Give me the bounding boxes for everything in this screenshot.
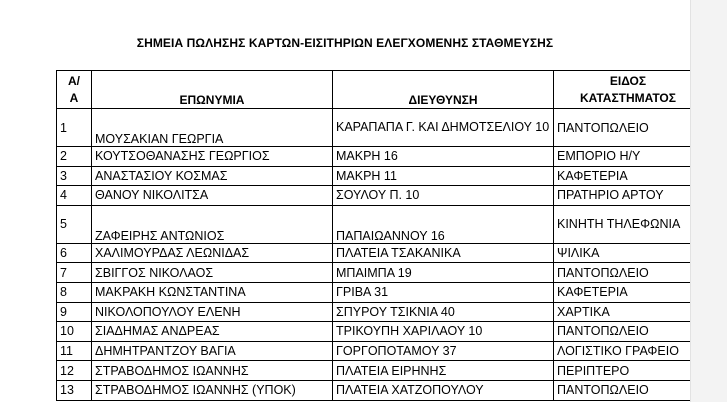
table-row: [57, 341, 691, 361]
row-type: ΠΕΡΙΠΤΕΡΟ: [554, 361, 691, 381]
table-header-row: [57, 71, 691, 109]
viewer-background: [690, 0, 727, 402]
row-number: 4: [57, 186, 92, 206]
table-row: [57, 109, 691, 147]
sales-points-table: [56, 70, 690, 401]
table-row: [57, 147, 691, 167]
row-type: ΠΑΝΤΟΠΩΛΕΙΟ: [554, 109, 691, 147]
document-title: ΣΗΜΕΙΑ ΠΩΛΗΣΗΣ ΚΑΡΤΩΝ-ΕΙΣΙΤΗΡΙΩΝ ΕΛΕΓΧΟΜΕΝΗΣ ΣΤΑΘΜΕΥΣΗΣ: [136, 36, 554, 50]
row-address: ΚΑΡΑΠΑΠΑ Γ. ΚΑΙ ΔΗΜΟΤΣΕΛΙΟΥ 10: [333, 109, 554, 147]
table-row: [57, 263, 691, 283]
row-number: 10: [57, 322, 92, 342]
row-type: ΠΑΝΤΟΠΩΛΕΙΟ: [554, 322, 691, 342]
row-address: ΠΛΑΤΕΙΑ ΧΑΤΖΟΠΟΥΛΟΥ: [333, 380, 554, 400]
row-name: ΚΟΥΤΣΟΘΑΝΑΣΗΣ ΓΕΩΡΓΙΟΣ: [92, 147, 333, 167]
row-number: 7: [57, 263, 92, 283]
row-address: ΣΠΥΡΟΥ ΤΣΙΚΝΙΑ 40: [333, 302, 554, 322]
row-type: ΠΑΝΤΟΠΩΛΕΙΟ: [554, 380, 691, 400]
header-aa: Α/ Α: [57, 71, 92, 109]
row-address: ΠΛΑΤΕΙΑ ΕΙΡΗΝΗΣ: [333, 361, 554, 381]
row-number: 11: [57, 341, 92, 361]
table-row: [57, 302, 691, 322]
row-address: ΜΠΑΙΜΠΑ 19: [333, 263, 554, 283]
row-type: ΠΡΑΤΗΡΙΟ ΑΡΤΟΥ: [554, 186, 691, 206]
table-row: [57, 282, 691, 302]
row-address: ΠΛΑΤΕΙΑ ΤΣΑΚΑΝΙΚΑ: [333, 243, 554, 263]
row-number: 12: [57, 361, 92, 381]
row-number: 8: [57, 282, 92, 302]
row-number: 1: [57, 109, 92, 147]
row-type: ΚΑΦΕΤΕΡΙΑ: [554, 282, 691, 302]
row-number: 2: [57, 147, 92, 167]
row-address: ΣΟΥΛΟΥ Π. 10: [333, 186, 554, 206]
row-number: 6: [57, 243, 92, 263]
row-address: ΓΟΡΓΟΠΟΤΑΜΟΥ 37: [333, 341, 554, 361]
table-row: [57, 361, 691, 381]
row-type: ΚΑΦΕΤΕΡΙΑ: [554, 166, 691, 186]
header-name: ΕΠΩΝΥΜΙΑ: [92, 71, 333, 109]
row-address: ΜΑΚΡΗ 16: [333, 147, 554, 167]
row-type: ΛΟΓΙΣΤΙΚΟ ΓΡΑΦΕΙΟ: [554, 341, 691, 361]
row-type: ΨΙΛΙΚΑ: [554, 243, 691, 263]
table-row: [57, 186, 691, 206]
row-type: ΚΙΝΗΤΗ ΤΗΛΕΦΩΝΙΑ: [554, 205, 691, 243]
row-name: ΘΑΝΟΥ ΝΙΚΟΛΙΤΣΑ: [92, 186, 333, 206]
row-name: ΜΟΥΣΑΚΙΑΝ ΓΕΩΡΓΙΑ: [92, 109, 333, 147]
table-row: [57, 166, 691, 186]
table-row: [57, 205, 691, 243]
row-name: ΖΑΦΕΙΡΗΣ ΑΝΤΩΝΙΟΣ: [92, 205, 333, 243]
row-name: ΑΝΑΣΤΑΣΙΟΥ ΚΟΣΜΑΣ: [92, 166, 333, 186]
table-row: [57, 322, 691, 342]
row-type: ΕΜΠΟΡΙΟ Η/Υ: [554, 147, 691, 167]
row-number: 5: [57, 205, 92, 243]
header-address: ΔΙΕΥΘΥΝΣΗ: [333, 71, 554, 109]
row-type: ΠΑΝΤΟΠΩΛΕΙΟ: [554, 263, 691, 283]
row-type: ΧΑΡΤΙΚΑ: [554, 302, 691, 322]
row-name: ΧΑΛΙΜΟΥΡΔΑΣ ΛΕΩΝΙΔΑΣ: [92, 243, 333, 263]
header-type: ΕΙΔΟΣ ΚΑΤΑΣΤΗΜΑΤΟΣ: [554, 71, 691, 109]
row-name: ΝΙΚΟΛΟΠΟΥΛΟΥ ΕΛΕΝΗ: [92, 302, 333, 322]
row-name: ΣΤΡΑΒΟΔΗΜΟΣ ΙΩΑΝΝΗΣ: [92, 361, 333, 381]
row-name: ΜΑΚΡΑΚΗ ΚΩΝΣΤΑΝΤΙΝΑ: [92, 282, 333, 302]
row-number: 3: [57, 166, 92, 186]
row-name: ΔΗΜΗΤΡΑΝΤΖΟΥ ΒΑΓΙΑ: [92, 341, 333, 361]
row-address: ΜΑΚΡΗ 11: [333, 166, 554, 186]
row-name: ΣΙΑΔΗΜΑΣ ΑΝΔΡΕΑΣ: [92, 322, 333, 342]
row-address: ΓΡΙΒΑ 31: [333, 282, 554, 302]
row-address: ΤΡΙΚΟΥΠΗ ΧΑΡΙΛΑΟΥ 10: [333, 322, 554, 342]
row-name: ΣΤΡΑΒΟΔΗΜΟΣ ΙΩΑΝΝΗΣ (ΥΠΟΚ): [92, 380, 333, 400]
row-address: ΠΑΠΑΙΩΑΝΝΟΥ 16: [333, 205, 554, 243]
row-number: 9: [57, 302, 92, 322]
table-row: [57, 243, 691, 263]
table-row: [57, 380, 691, 400]
row-name: ΣΒΙΓΓΟΣ ΝΙΚΟΛΑΟΣ: [92, 263, 333, 283]
row-number: 13: [57, 380, 92, 400]
